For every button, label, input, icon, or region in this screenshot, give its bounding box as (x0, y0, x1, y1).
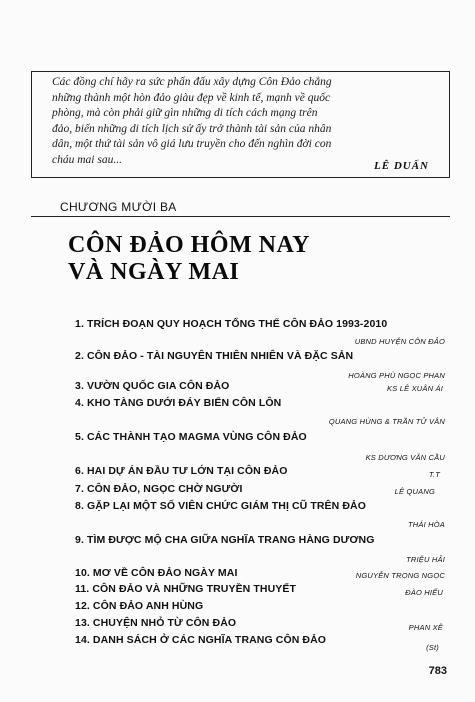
toc-author-8: THÁI HÒA (407, 520, 445, 529)
toc-author-7: LÊ QUANG (394, 487, 435, 496)
toc-item-5: 5. CÁC THÀNH TẠO MAGMA VÙNG CÔN ĐẢO (75, 431, 307, 443)
toc-author-5: KS DƯƠNG VĂN CẦU (365, 453, 445, 462)
toc-item-7: 7. CÔN ĐẢO, NGỌC CHỜ NGƯỜI (75, 483, 243, 495)
toc-author-3: KS LÊ XUÂN ÁI (387, 384, 443, 393)
quote-line: đảo, biến những di tích lịch sử ấy trở thành tài sản của nhân (52, 122, 332, 135)
toc-author-14: (St) (426, 643, 439, 652)
toc-item-12: 12. CÔN ĐẢO ANH HÙNG (75, 600, 204, 612)
toc-author-6: T.T (428, 470, 440, 479)
toc-item-10: 10. MƠ VỀ CÔN ĐẢO NGÀY MAI (75, 567, 238, 579)
quote-line: Các đồng chí hãy ra sức phấn đấu xây dựng Côn Đảo chẳng (52, 76, 332, 88)
toc-item-4: 4. KHO TÀNG DƯỚI ĐÁY BIỂN CÔN LÔN (75, 397, 282, 409)
quote-line: những thành một hòn đảo giàu đẹp về kinh tế, mạnh về quốc (52, 91, 331, 104)
epigraph-quote (52, 75, 444, 168)
chapter-label: CHƯƠNG MƯỜI BA (60, 200, 177, 214)
toc-item-9: 9. TÌM ĐƯỢC MỘ CHA GIỮA NGHĨA TRANG HÀNG DƯƠNG (75, 534, 375, 546)
toc-item-3: 3. VƯỜN QUỐC GIA CÔN ĐẢO (75, 380, 230, 392)
quote-line: phòng, mà còn phải giữ gìn những di tích cách mạng trên (52, 107, 318, 119)
chapter-divider (31, 216, 450, 217)
chapter-title (68, 232, 310, 286)
toc-author-13: PHAN XÊ (408, 623, 443, 632)
quote-author: LÊ DUẨN (374, 160, 429, 172)
toc-item-13: 13. CHUYỆN NHỎ TỪ CÔN ĐẢO (75, 617, 237, 629)
page-number: 783 (428, 665, 447, 677)
toc-item-6: 6. HAI DỰ ÁN ĐẦU TƯ LỚN TẠI CÔN ĐẢO (75, 465, 288, 477)
quote-line: dân, một thứ tài sản vô giá lưu truyền cho đến nghìn đời con (52, 138, 332, 150)
toc-item-11: 11. CÔN ĐẢO VÀ NHỮNG TRUYỀN THUYẾT (75, 583, 296, 595)
chapter-title-line: VÀ NGÀY MAI (68, 259, 240, 285)
toc-author-2: HOÀNG PHÙ NGỌC PHAN (348, 371, 445, 380)
toc-item-1: 1. TRÍCH ĐOẠN QUY HOẠCH TỔNG THỂ CÔN ĐẢO 1993-2010 (75, 318, 388, 330)
toc-author-10: NGUYỄN TRỌNG NGỌC (355, 571, 445, 580)
toc-author-1: UBND HUYỆN CÔN ĐẢO (354, 337, 445, 346)
toc-item-14: 14. DANH SÁCH Ở CÁC NGHĨA TRANG CÔN ĐẢO (75, 634, 327, 646)
toc-item-2: 2. CÔN ĐẢO - TÀI NGUYÊN THIÊN NHIÊN VÀ ĐẶC SẢN (75, 350, 354, 362)
toc-author-9: TRIỆU HẢI (406, 555, 445, 564)
chapter-title-line: CÔN ĐẢO HÔM NAY (68, 232, 310, 258)
toc-author-11: ĐÀO HIẾU (405, 588, 443, 597)
toc-item-8: 8. GẶP LẠI MỘT SỐ VIÊN CHỨC GIÁM THỊ CŨ TRÊN ĐẢO (75, 500, 366, 512)
quote-line: cháu mai sau... (52, 153, 122, 166)
toc-author-4: QUANG HÙNG & TRẦN TỬ VÂN (328, 417, 445, 426)
